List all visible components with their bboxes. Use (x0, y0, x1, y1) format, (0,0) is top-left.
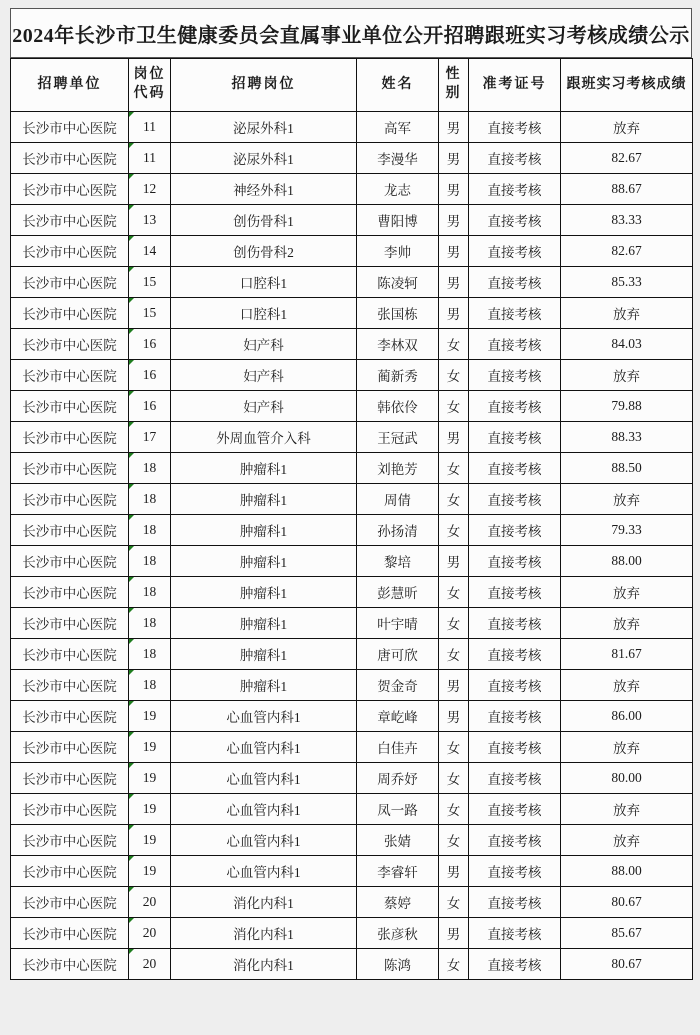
cell-gender: 女 (439, 608, 469, 639)
excel-green-triangle-icon (129, 236, 134, 241)
cell-code (129, 391, 171, 422)
cell-code-text: 16 (142, 398, 157, 413)
cell-gender: 女 (439, 825, 469, 856)
cell-position: 肿瘤科1 (171, 484, 357, 515)
cell-name: 李帅 (357, 236, 439, 267)
cell-name: 黎培 (357, 546, 439, 577)
cell-code-text: 19 (142, 708, 157, 723)
cell-code (129, 887, 171, 918)
cell-gender: 男 (439, 856, 469, 887)
cell-code (129, 918, 171, 949)
cell-code-text: 12 (142, 181, 157, 196)
cell-code (129, 608, 171, 639)
cell-position: 肿瘤科1 (171, 608, 357, 639)
cell-unit: 长沙市中心医院 (11, 360, 129, 391)
excel-green-triangle-icon (129, 112, 134, 117)
table-row (11, 608, 693, 639)
excel-green-triangle-icon (129, 174, 134, 179)
cell-name: 陈凌轲 (357, 267, 439, 298)
cell-gender: 女 (439, 515, 469, 546)
cell-name: 刘艳芳 (357, 453, 439, 484)
table-row (11, 484, 693, 515)
cell-score: 86.00 (561, 701, 693, 732)
table-row (11, 794, 693, 825)
excel-green-triangle-icon (129, 298, 134, 303)
cell-ticket: 直接考核 (469, 701, 561, 732)
cell-code-text: 16 (142, 336, 157, 351)
cell-code-text: 18 (142, 584, 157, 599)
table-row (11, 856, 693, 887)
table-row (11, 670, 693, 701)
cell-unit: 长沙市中心医院 (11, 174, 129, 205)
table-row (11, 143, 693, 174)
table-row (11, 515, 693, 546)
cell-position: 心血管内科1 (171, 825, 357, 856)
cell-gender: 男 (439, 205, 469, 236)
cell-position: 妇产科 (171, 329, 357, 360)
table-row (11, 360, 693, 391)
cell-code (129, 422, 171, 453)
cell-code-text: 18 (142, 522, 157, 537)
cell-unit: 长沙市中心医院 (11, 422, 129, 453)
cell-code (129, 856, 171, 887)
cell-ticket: 直接考核 (469, 856, 561, 887)
cell-name: 张国栋 (357, 298, 439, 329)
header-row (11, 59, 693, 112)
cell-code (129, 329, 171, 360)
cell-ticket: 直接考核 (469, 577, 561, 608)
cell-ticket: 直接考核 (469, 484, 561, 515)
cell-code (129, 484, 171, 515)
cell-code-text: 18 (142, 460, 157, 475)
cell-ticket: 直接考核 (469, 949, 561, 980)
cell-name: 叶宇晴 (357, 608, 439, 639)
table-row (11, 949, 693, 980)
cell-name: 李漫华 (357, 143, 439, 174)
excel-green-triangle-icon (129, 422, 134, 427)
cell-code (129, 515, 171, 546)
cell-code (129, 236, 171, 267)
cell-code-text: 19 (142, 770, 157, 785)
excel-green-triangle-icon (129, 763, 134, 768)
document-page (10, 8, 692, 980)
cell-name: 王冠武 (357, 422, 439, 453)
cell-name: 曹阳博 (357, 205, 439, 236)
cell-position: 消化内科1 (171, 949, 357, 980)
cell-code (129, 825, 171, 856)
cell-code-text: 13 (142, 212, 157, 227)
cell-ticket: 直接考核 (469, 732, 561, 763)
cell-ticket: 直接考核 (469, 546, 561, 577)
cell-ticket: 直接考核 (469, 143, 561, 174)
cell-gender: 女 (439, 391, 469, 422)
excel-green-triangle-icon (129, 205, 134, 210)
cell-unit: 长沙市中心医院 (11, 112, 129, 143)
cell-gender: 女 (439, 360, 469, 391)
cell-gender: 男 (439, 236, 469, 267)
cell-name: 凤一路 (357, 794, 439, 825)
cell-position: 心血管内科1 (171, 701, 357, 732)
cell-score: 80.67 (561, 887, 693, 918)
excel-green-triangle-icon (129, 918, 134, 923)
cell-code-text: 18 (142, 615, 157, 630)
cell-name: 蔺新秀 (357, 360, 439, 391)
cell-ticket: 直接考核 (469, 174, 561, 205)
cell-ticket: 直接考核 (469, 422, 561, 453)
cell-position: 肿瘤科1 (171, 639, 357, 670)
cell-position: 神经外科1 (171, 174, 357, 205)
cell-name: 孙扬清 (357, 515, 439, 546)
cell-position: 泌尿外科1 (171, 143, 357, 174)
cell-score: 82.67 (561, 236, 693, 267)
cell-name: 陈鸿 (357, 949, 439, 980)
cell-gender: 女 (439, 639, 469, 670)
results-table (10, 58, 693, 980)
cell-unit: 长沙市中心医院 (11, 546, 129, 577)
cell-ticket: 直接考核 (469, 887, 561, 918)
column-header-score: 跟班实习考核成绩 (561, 59, 693, 112)
table-row (11, 422, 693, 453)
cell-code (129, 267, 171, 298)
cell-position: 心血管内科1 (171, 732, 357, 763)
table-row (11, 205, 693, 236)
cell-gender: 女 (439, 577, 469, 608)
cell-name: 蔡婷 (357, 887, 439, 918)
cell-code (129, 298, 171, 329)
cell-name: 彭慧昕 (357, 577, 439, 608)
cell-score: 79.88 (561, 391, 693, 422)
cell-score: 放弃 (561, 732, 693, 763)
cell-gender: 男 (439, 267, 469, 298)
cell-position: 心血管内科1 (171, 856, 357, 887)
cell-code (129, 949, 171, 980)
cell-unit: 长沙市中心医院 (11, 236, 129, 267)
cell-position: 肿瘤科1 (171, 453, 357, 484)
cell-unit: 长沙市中心医院 (11, 701, 129, 732)
cell-ticket: 直接考核 (469, 391, 561, 422)
table-row (11, 825, 693, 856)
excel-green-triangle-icon (129, 670, 134, 675)
excel-green-triangle-icon (129, 143, 134, 148)
table-row (11, 298, 693, 329)
cell-gender: 男 (439, 670, 469, 701)
cell-unit: 长沙市中心医院 (11, 484, 129, 515)
cell-score: 放弃 (561, 360, 693, 391)
cell-code-text: 11 (143, 150, 156, 165)
cell-score: 88.67 (561, 174, 693, 205)
cell-code (129, 360, 171, 391)
cell-code (129, 546, 171, 577)
cell-name: 高军 (357, 112, 439, 143)
column-header-position: 招聘岗位 (171, 59, 357, 112)
cell-unit: 长沙市中心医院 (11, 639, 129, 670)
cell-unit: 长沙市中心医院 (11, 794, 129, 825)
excel-green-triangle-icon (129, 515, 134, 520)
cell-name: 唐可欣 (357, 639, 439, 670)
cell-position: 妇产科 (171, 360, 357, 391)
cell-code (129, 732, 171, 763)
excel-green-triangle-icon (129, 639, 134, 644)
table-row (11, 391, 693, 422)
table-row (11, 887, 693, 918)
column-header-name: 姓名 (357, 59, 439, 112)
cell-gender: 男 (439, 298, 469, 329)
cell-score: 84.03 (561, 329, 693, 360)
table-row (11, 577, 693, 608)
excel-green-triangle-icon (129, 453, 134, 458)
cell-gender: 男 (439, 112, 469, 143)
table-header (11, 59, 693, 112)
cell-unit: 长沙市中心医院 (11, 763, 129, 794)
cell-name: 韩依伶 (357, 391, 439, 422)
cell-score: 放弃 (561, 608, 693, 639)
cell-code-text: 17 (142, 429, 157, 444)
cell-ticket: 直接考核 (469, 794, 561, 825)
cell-position: 肿瘤科1 (171, 515, 357, 546)
cell-code (129, 205, 171, 236)
cell-unit: 长沙市中心医院 (11, 856, 129, 887)
cell-code (129, 701, 171, 732)
cell-unit: 长沙市中心医院 (11, 453, 129, 484)
cell-ticket: 直接考核 (469, 639, 561, 670)
excel-green-triangle-icon (129, 546, 134, 551)
cell-gender: 女 (439, 453, 469, 484)
excel-green-triangle-icon (129, 484, 134, 489)
cell-position: 妇产科 (171, 391, 357, 422)
cell-ticket: 直接考核 (469, 205, 561, 236)
cell-position: 泌尿外科1 (171, 112, 357, 143)
cell-position: 肿瘤科1 (171, 546, 357, 577)
cell-code-text: 15 (142, 305, 157, 320)
cell-position: 消化内科1 (171, 887, 357, 918)
cell-code-text: 18 (142, 677, 157, 692)
cell-code (129, 670, 171, 701)
excel-green-triangle-icon (129, 360, 134, 365)
cell-gender: 女 (439, 887, 469, 918)
cell-gender: 女 (439, 732, 469, 763)
excel-green-triangle-icon (129, 887, 134, 892)
cell-code-text: 16 (142, 367, 157, 382)
cell-score: 88.00 (561, 856, 693, 887)
table-row (11, 112, 693, 143)
cell-score: 85.33 (561, 267, 693, 298)
excel-green-triangle-icon (129, 949, 134, 954)
cell-ticket: 直接考核 (469, 918, 561, 949)
cell-unit: 长沙市中心医院 (11, 391, 129, 422)
cell-gender: 女 (439, 794, 469, 825)
excel-green-triangle-icon (129, 608, 134, 613)
cell-code-text: 18 (142, 491, 157, 506)
cell-unit: 长沙市中心医院 (11, 143, 129, 174)
cell-ticket: 直接考核 (469, 763, 561, 794)
cell-score: 81.67 (561, 639, 693, 670)
cell-gender: 女 (439, 763, 469, 794)
cell-code (129, 174, 171, 205)
table-row (11, 546, 693, 577)
cell-gender: 男 (439, 701, 469, 732)
cell-unit: 长沙市中心医院 (11, 918, 129, 949)
column-header-gender: 性别 (439, 59, 469, 112)
cell-gender: 女 (439, 329, 469, 360)
cell-score: 放弃 (561, 825, 693, 856)
table-row (11, 639, 693, 670)
cell-unit: 长沙市中心医院 (11, 732, 129, 763)
cell-gender: 男 (439, 174, 469, 205)
cell-code-text: 11 (143, 119, 156, 134)
cell-unit: 长沙市中心医院 (11, 608, 129, 639)
cell-position: 消化内科1 (171, 918, 357, 949)
cell-gender: 男 (439, 143, 469, 174)
cell-score: 88.00 (561, 546, 693, 577)
cell-ticket: 直接考核 (469, 515, 561, 546)
cell-score: 83.33 (561, 205, 693, 236)
cell-position: 肿瘤科1 (171, 670, 357, 701)
cell-ticket: 直接考核 (469, 825, 561, 856)
column-header-code: 岗位代码 (129, 59, 171, 112)
cell-ticket: 直接考核 (469, 298, 561, 329)
cell-name: 周乔妤 (357, 763, 439, 794)
cell-name: 李林双 (357, 329, 439, 360)
cell-score: 放弃 (561, 484, 693, 515)
table-row (11, 267, 693, 298)
table-row (11, 236, 693, 267)
cell-code (129, 639, 171, 670)
cell-unit: 长沙市中心医院 (11, 670, 129, 701)
cell-name: 贺金奇 (357, 670, 439, 701)
excel-green-triangle-icon (129, 732, 134, 737)
cell-code (129, 794, 171, 825)
cell-unit: 长沙市中心医院 (11, 205, 129, 236)
cell-unit: 长沙市中心医院 (11, 949, 129, 980)
cell-score: 放弃 (561, 670, 693, 701)
cell-name: 张彦秋 (357, 918, 439, 949)
cell-ticket: 直接考核 (469, 329, 561, 360)
cell-name: 白佳卉 (357, 732, 439, 763)
column-header-ticket: 准考证号 (469, 59, 561, 112)
excel-green-triangle-icon (129, 825, 134, 830)
cell-code-text: 14 (142, 243, 157, 258)
excel-green-triangle-icon (129, 794, 134, 799)
excel-green-triangle-icon (129, 856, 134, 861)
cell-code-text: 19 (142, 801, 157, 816)
cell-name: 周倩 (357, 484, 439, 515)
cell-ticket: 直接考核 (469, 112, 561, 143)
cell-code-text: 20 (142, 894, 157, 909)
cell-code-text: 18 (142, 553, 157, 568)
cell-position: 心血管内科1 (171, 794, 357, 825)
cell-position: 肿瘤科1 (171, 577, 357, 608)
cell-ticket: 直接考核 (469, 608, 561, 639)
cell-position: 创伤骨科1 (171, 205, 357, 236)
cell-score: 放弃 (561, 794, 693, 825)
cell-ticket: 直接考核 (469, 360, 561, 391)
excel-green-triangle-icon (129, 329, 134, 334)
cell-code-text: 20 (142, 956, 157, 971)
cell-score: 82.67 (561, 143, 693, 174)
cell-gender: 男 (439, 422, 469, 453)
table-row (11, 453, 693, 484)
cell-unit: 长沙市中心医院 (11, 577, 129, 608)
excel-green-triangle-icon (129, 391, 134, 396)
table-row (11, 174, 693, 205)
cell-code-text: 15 (142, 274, 157, 289)
table-row (11, 701, 693, 732)
cell-code (129, 763, 171, 794)
cell-unit: 长沙市中心医院 (11, 329, 129, 360)
cell-code-text: 19 (142, 832, 157, 847)
page-title: 2024年长沙市卫生健康委员会直属事业单位公开招聘跟班实习考核成绩公示 (10, 8, 692, 58)
cell-score: 放弃 (561, 298, 693, 329)
cell-unit: 长沙市中心医院 (11, 887, 129, 918)
cell-gender: 男 (439, 546, 469, 577)
cell-name: 章屹峰 (357, 701, 439, 732)
cell-unit: 长沙市中心医院 (11, 515, 129, 546)
cell-gender: 男 (439, 918, 469, 949)
cell-ticket: 直接考核 (469, 236, 561, 267)
cell-code-text: 19 (142, 863, 157, 878)
cell-score: 80.67 (561, 949, 693, 980)
cell-ticket: 直接考核 (469, 670, 561, 701)
cell-position: 口腔科1 (171, 298, 357, 329)
cell-code (129, 577, 171, 608)
cell-code (129, 143, 171, 174)
cell-score: 放弃 (561, 112, 693, 143)
table-row (11, 732, 693, 763)
cell-score: 80.00 (561, 763, 693, 794)
cell-name: 李睿轩 (357, 856, 439, 887)
cell-ticket: 直接考核 (469, 267, 561, 298)
cell-unit: 长沙市中心医院 (11, 825, 129, 856)
cell-position: 创伤骨科2 (171, 236, 357, 267)
cell-position: 心血管内科1 (171, 763, 357, 794)
cell-score: 85.67 (561, 918, 693, 949)
cell-score: 79.33 (561, 515, 693, 546)
table-row (11, 763, 693, 794)
cell-score: 88.33 (561, 422, 693, 453)
cell-gender: 女 (439, 949, 469, 980)
cell-ticket: 直接考核 (469, 453, 561, 484)
column-header-unit: 招聘单位 (11, 59, 129, 112)
cell-code (129, 112, 171, 143)
cell-position: 口腔科1 (171, 267, 357, 298)
cell-score: 放弃 (561, 577, 693, 608)
table-row (11, 329, 693, 360)
cell-code (129, 453, 171, 484)
cell-code-text: 18 (142, 646, 157, 661)
excel-green-triangle-icon (129, 701, 134, 706)
cell-name: 龙志 (357, 174, 439, 205)
excel-green-triangle-icon (129, 577, 134, 582)
excel-green-triangle-icon (129, 267, 134, 272)
cell-position: 外周血管介入科 (171, 422, 357, 453)
table-row (11, 918, 693, 949)
cell-code-text: 20 (142, 925, 157, 940)
cell-code-text: 19 (142, 739, 157, 754)
cell-unit: 长沙市中心医院 (11, 298, 129, 329)
cell-score: 88.50 (561, 453, 693, 484)
cell-unit: 长沙市中心医院 (11, 267, 129, 298)
cell-name: 张婧 (357, 825, 439, 856)
cell-gender: 女 (439, 484, 469, 515)
